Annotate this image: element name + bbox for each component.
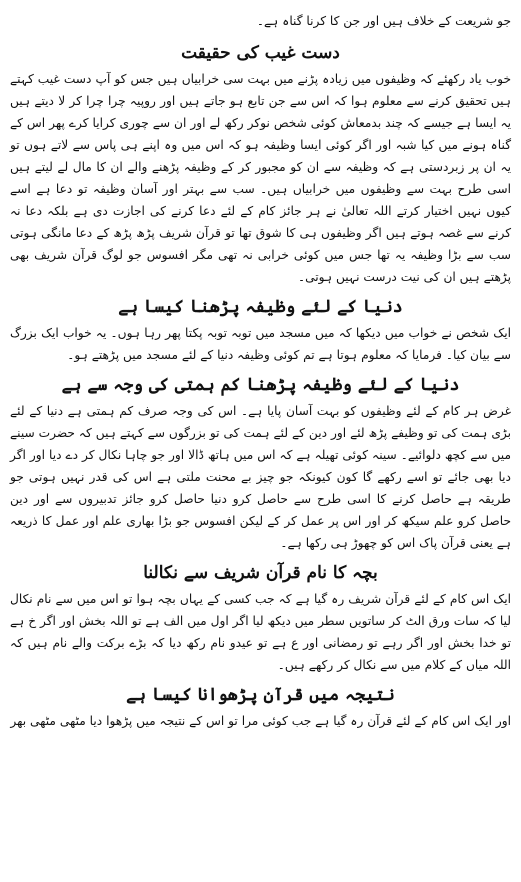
section-heading-dast-e-ghaib: دست غیب کی حقیقت [181,43,340,63]
intro-line: جو شریعت کے خلاف ہیں اور جن کا کرنا گناہ ہے۔ [256,14,511,28]
section-heading-duniya-wazifa: دنیا کے لئے وظیفہ پڑھنا کیسا ہے [118,297,403,317]
section-body-duniya-wazifa: ایک شخص نے خواب میں دیکھا کہ میں مسجد میں توبہ توبہ پکتا پھر رہا ہوں۔ یہ خواب ایک بزرگ سے بیان کیا۔ فرمایا کہ معلوم ہوتا ہے تم کوئی وظیفہ دنیا کے لئے مسجد میں پڑھتے ہو۔ [10,326,511,362]
section-heading-kam-himmati: دنیا کے لئے وظیفہ پڑھنا کم ہمتی کی وجہ سے ہے [61,375,460,395]
section-body-bachay-ka-naam: ایک اس کام کے لئے قرآن شریف رہ گیا ہے کہ جب کسی کے یہاں بچہ ہوا تو اس میں سے نام نکال لیا کہ سات ورق الٹ کر ساتویں سطر میں دیکھ لیا اگر اول میں الف ہے تو اللہ بخش اور اگر خ ہے تو خدا بخش اور اگر رہے تو رمضانی اور ع ہے تو عیدو نام رکھ دیا کہ بڑے برکت والے نام ہیں کہ اللہ میاں کے کلام میں سے نکال کر رکھے ہیں۔ [10,592,511,672]
section-body-kam-himmati: غرض ہر کام کے لئے وظیفوں کو بہت آسان پایا ہے۔ اس کی وجہ صرف کم ہمتی ہے دنیا کے لئے بڑی ہمت کی تو وظیفے پڑھ لئے اور دین کے لئے ہمت کی تو بزرگوں سے کہتے ہیں کہ حضرت سینے میں سے کچھ دلوائیے۔ سینہ کوئی تھیلہ ہے کہ اس میں ہاتھ ڈالا اور جو چاہا نکال کر دے دیا اور اگر دیا بھی جائے تو اسے رکھے گا کون کیونکہ جو چیز بے محنت ملتی ہے اس کی قدر نہیں ہوتی جو طریقہ ہے حاصل کرنے کا اسی طرح سے حاصل کرو دنیا حاصل کرو جائز تدبیروں سے اور دین حاصل کرو علم سیکھ کر اور اس پر عمل کر کے لیکن افسوس جو بڑا بھاری علم اور عمل کا ذریعہ ہے یعنی قرآن پاک اس کو چھوڑ ہی رکھا ہے۔ [10,404,511,550]
section-heading-nateeja: نتیجہ میں قرآن پڑھوانا کیسا ہے [126,685,395,705]
section-body-dast-e-ghaib: خوب یاد رکھئے کہ وظیفوں میں زیادہ پڑنے میں بہت سی خرابیاں ہیں جس کو آپ دست غیب کہتے ہیں تحقیق کرنے سے معلوم ہوا کہ اس سے جن تابع ہو جاتے ہیں اور روپیہ چرا چرا کر لا دیتے ہیں یہ ایسا ہے جیسے کہ چند بدمعاش کوئی شخص نوکر رکھ لے اور ان سے چوری کرایا کرے پھر اس کے گناہ ہونے میں کیا شبہ اور اگر کوئی ایسا وظیفہ ہو کہ اس میں وہ اپنے ہی پاس سے لاتے ہوں تو یہ ان پر زبردستی ہے کہ وظیفہ سے ان کو مجبور کر کے وظیفہ پڑھنے والے ان کا مال لے لیتے ہیں اسی طرح بہت سے وظیفوں میں خرابیاں ہیں۔ سب سے بہتر اور آسان وظیفہ تو دعا ہے اسے کیوں نہیں اختیار کرتے اللہ تعالیٰ نے ہر جائز کام کے لئے دعا کرنے کی اجازت دی ہے بلکہ دعا نہ کرنے سے غصہ ہوتے ہیں اگر وظیفوں ہی کا شوق تھا تو قرآن شریف پڑھ پڑھ کے دعا مانگی ہوتی سب سے بڑا وظیفہ یہ تھا جس میں کوئی خرابی نہ تھی مگر افسوس جو لوگ قرآن شریف بھی پڑھتے ہیں ان کی نیت درست نہیں ہوتی۔ [10,72,511,284]
section-heading-bachay-ka-naam: بچہ کا نام قرآن شریف سے نکالنا [143,563,378,583]
section-body-nateeja: اور ایک اس کام کے لئے قرآن رہ گیا ہے جب کوئی مرا تو اس کے نتیجہ میں پڑھوا دیا مٹھی مٹھی بھر [10,714,511,728]
